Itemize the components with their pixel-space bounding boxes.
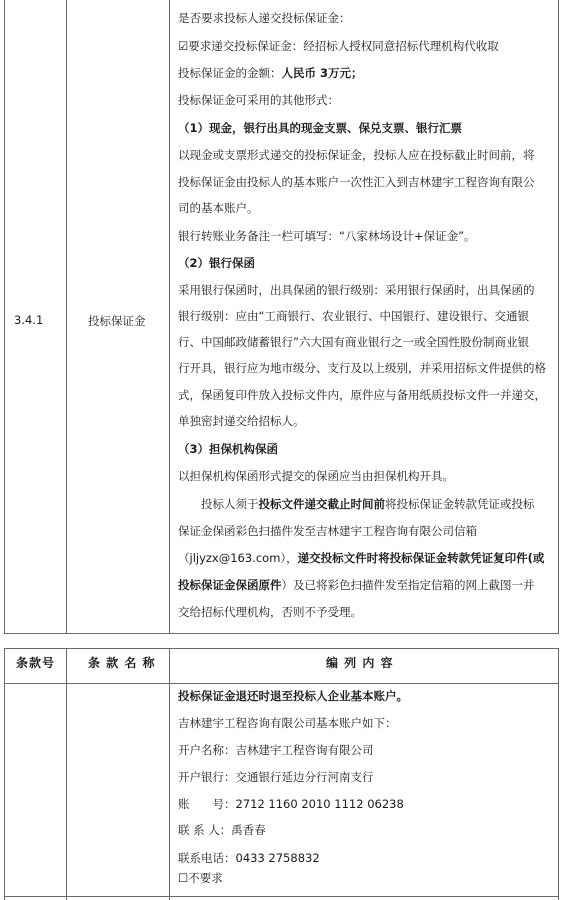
lower-table-col2-border (169, 648, 170, 900)
upper-content-text-run: 将投标保证金转款凭证或投标 (385, 497, 535, 511)
upper-content-text-run: ）及已将彩色扫描件发至指定信箱的网上截图一并 (281, 578, 535, 592)
upper-content-line (178, 283, 535, 297)
header-clause-name: 条 款 名 称 (88, 656, 156, 670)
upper-content-line (178, 551, 544, 565)
lower-content-text-run: 开户银行：交通银行延边分行河南支行 (178, 770, 374, 784)
upper-content-line (178, 201, 259, 215)
upper-table-left-border (4, 0, 5, 634)
upper-table-right-border (558, 0, 559, 634)
clause-name: 投标保证金 (88, 314, 146, 328)
upper-content-line (178, 442, 278, 456)
lower-content-line (178, 797, 404, 811)
upper-content-text-run: 投标保证金可采用的其他形式： (178, 93, 339, 107)
clause-number: 3.4.1 (14, 313, 44, 327)
lower-content-text-run: 吉林建宇工程咨询有限公司基本账户如下： (178, 716, 397, 730)
lower-content-line (178, 871, 223, 885)
lower-content-line (178, 851, 320, 865)
upper-content-line (178, 66, 363, 80)
lower-table-col1-border (66, 648, 67, 900)
lower-content-line (178, 716, 397, 730)
upper-content-text-run: 以担保机构保函形式提交的保函应当由担保机构开具。 (178, 469, 454, 483)
lower-content-line (178, 743, 374, 757)
lower-content-text-run: 开户名称：吉林建宇工程咨询有限公司 (178, 743, 374, 757)
header-content: 编 列 内 容 (326, 656, 394, 670)
upper-content-text-run: （1）现金，银行出具的现金支票、保兑支票、银行汇票 (178, 121, 462, 135)
upper-content-line (178, 256, 255, 270)
upper-content-text-run: 投标保证金保函原件 (178, 578, 282, 592)
upper-table-col2-border (169, 0, 170, 634)
upper-content-text-run: 投标保证金由投标人的基本账户一次性汇入到吉林建宇工程咨询有限公 (178, 175, 535, 189)
lower-content-line (178, 770, 374, 784)
upper-content-text-run: 司的基本账户。 (178, 201, 259, 215)
upper-content-text-run: ☑要求递交投标保证金：经招标人授权同意招标代理机构代收取 (178, 39, 499, 53)
upper-content-line (178, 524, 477, 538)
upper-content-text-run: 银行级别：应由“工商银行、农业银行、中国银行、建设银行、交通银 (178, 309, 529, 323)
upper-content-text-run: 采用银行保函时，出具保函的银行级别：采用银行保函时，出具保函的 (178, 283, 535, 297)
upper-content-line (178, 93, 339, 107)
upper-content-text-run: 投标文件递交截止时间前 (258, 497, 385, 511)
lower-table-bottom-border (4, 896, 559, 897)
lower-content-text-run: 联系电话：0433 2758832 (178, 851, 320, 865)
upper-content-line (178, 335, 529, 349)
upper-content-line (178, 414, 305, 428)
lower-content-line (178, 823, 266, 837)
lower-content-text-run: ☐不要求 (178, 871, 223, 885)
upper-content-text-run: 递交投标文件时将投标保证金转款凭证复印件(或 (297, 551, 545, 565)
lower-content-text-run: 账 号：2712 1160 2010 1112 06238 (178, 797, 404, 811)
upper-content-text-run: 银行转账业务备注一栏可填写：“八家林场设计+保证金”。 (178, 229, 476, 243)
upper-content-text-run: 投标保证金的金额： (178, 66, 282, 80)
upper-content-line (178, 605, 362, 619)
upper-content-line (178, 497, 535, 511)
lower-content-line (178, 689, 408, 703)
upper-content-text-run: 单独密封递交给招标人。 (178, 414, 305, 428)
upper-content-line (178, 11, 351, 25)
upper-table-bottom-border (4, 633, 559, 634)
lower-table-top-border (4, 648, 559, 649)
upper-content-text-run: 行、中国邮政储蓄银行”六大国有商业银行之一或全国性股份制商业银 (178, 335, 529, 349)
upper-content-text-run: 以现金或支票形式递交的投标保证金，投标人应在投标截止时间前，将 (178, 148, 535, 162)
upper-content-text-run: 式，保函复印件放入投标文件内，原件应与备用纸质投标文件一并递交， (178, 388, 546, 402)
upper-content-line (178, 229, 476, 243)
lower-content-text-run: 投标保证金退还时退至投标人企业基本账户。 (178, 689, 408, 703)
upper-content-line (178, 39, 499, 53)
upper-content-line (178, 175, 535, 189)
upper-content-line (178, 361, 546, 375)
lower-table-header-bottom-border (4, 683, 559, 684)
upper-content-text-run: （2）银行保函 (178, 256, 256, 270)
upper-content-line (178, 309, 529, 323)
lower-table-left-border (4, 648, 5, 900)
upper-content-line (178, 469, 454, 483)
upper-content-line (178, 578, 535, 592)
header-clause-no: 条款号 (16, 656, 56, 670)
upper-content-text-run: 投标人须于 (178, 497, 259, 511)
lower-content-text-run: 联 系 人：禹香春 (178, 823, 266, 837)
upper-table-col1-border (66, 0, 67, 634)
upper-content-text-run: 行开具，银行应为地市级分、支行及以上级别，并采用招标文件提供的格 (178, 361, 546, 375)
upper-content-text-run: 保证金保函彩色扫描件发至吉林建宇工程咨询有限公司信箱 (178, 524, 477, 538)
upper-content-text-run: （3）担保机构保函 (178, 442, 279, 456)
upper-content-text-run: 是否要求投标人递交投标保证金： (178, 11, 351, 25)
upper-content-text-run: （jljyzx@163.com）， (178, 551, 298, 565)
upper-content-line (178, 121, 462, 135)
upper-content-line (178, 388, 546, 402)
upper-content-line (178, 148, 535, 162)
lower-table-right-border (558, 648, 559, 900)
upper-content-text-run: 交给招标代理机构，否则不予受理。 (178, 605, 362, 619)
upper-content-text-run: 人民币 3万元； (281, 66, 363, 80)
